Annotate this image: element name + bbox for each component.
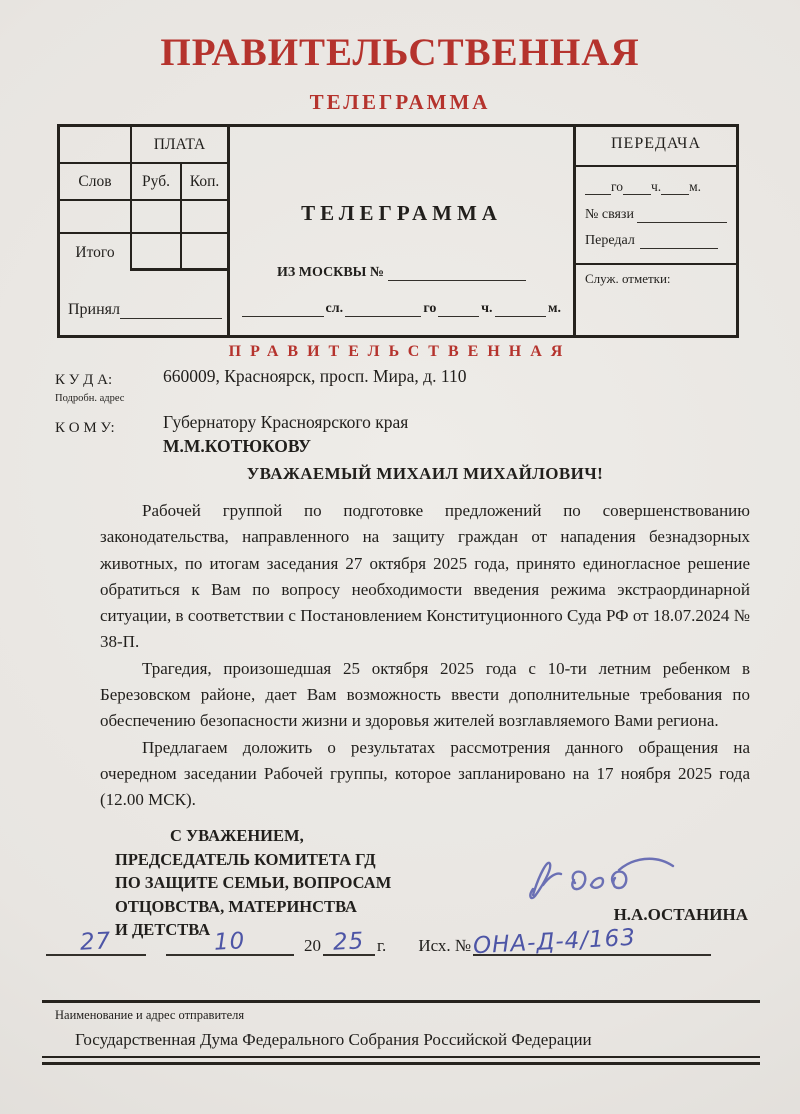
footer-rule-bottom xyxy=(42,1062,760,1065)
plata-header: ПЛАТА xyxy=(132,127,227,164)
classification-line: ПРАВИТЕЛЬСТВЕННАЯ xyxy=(228,343,572,360)
blank-line xyxy=(640,231,718,249)
footer-rule-top xyxy=(42,1000,760,1003)
telegram-form-title: ТЕЛЕГРАММА xyxy=(301,201,502,225)
signoff-line: ПРЕДСЕДАТЕЛЬ КОМИТЕТА ГД xyxy=(115,849,376,869)
transfer-time-row xyxy=(585,177,727,195)
month-blank xyxy=(166,930,294,956)
kop-label: Коп. xyxy=(182,164,227,201)
signoff-line: ОТЦОВСТВА, МАТЕРИНСТВА xyxy=(115,896,357,916)
itogo-label: Итого xyxy=(60,234,132,271)
blank-line xyxy=(585,177,611,195)
m-label: м. xyxy=(547,301,561,316)
payment-section xyxy=(60,127,230,335)
signatory-name: Н.А.ОСТАНИНА xyxy=(613,905,748,924)
dateline xyxy=(46,924,711,960)
go-label: го xyxy=(611,179,623,194)
day-blank xyxy=(46,930,146,956)
service-marks-row xyxy=(585,271,727,287)
handwritten-year: 25 xyxy=(332,928,366,956)
payment-empty-cell xyxy=(60,127,132,164)
blank-line xyxy=(242,299,324,317)
blank-line xyxy=(661,177,689,195)
telegram-form-table xyxy=(57,124,739,338)
signoff-line: С УВАЖЕНИЕМ, xyxy=(170,826,304,845)
year-g-label: г. xyxy=(377,936,387,955)
kuda-sublabel: Подробн. адрес xyxy=(55,393,125,404)
blank-line xyxy=(438,299,479,317)
from-moscow-label: ИЗ МОСКВЫ № xyxy=(277,265,384,280)
telegram-center-section xyxy=(230,127,576,335)
year-blank xyxy=(323,930,375,956)
signoff-line: И ДЕТСТВА xyxy=(115,920,211,940)
signoff-line: ПО ЗАЩИТЕ СЕМЬИ, ВОПРОСАМ xyxy=(115,873,392,893)
handwritten-signature xyxy=(515,843,680,907)
letter-body xyxy=(100,498,750,814)
peredal-label: Передал xyxy=(585,233,635,248)
prinyal-label: Принял xyxy=(68,301,121,318)
payment-empty-cell xyxy=(182,234,227,271)
go-label: го xyxy=(423,301,437,316)
handwritten-ref-number: ОНА-Д-4/163 xyxy=(472,924,637,960)
blank-line xyxy=(637,205,727,223)
peredal-row xyxy=(585,231,727,249)
prinyal-blank-line xyxy=(120,301,222,319)
payment-grid xyxy=(60,127,227,271)
recipient-title: Губернатору Красноярского края xyxy=(163,412,409,432)
from-moscow-blank-line xyxy=(388,263,526,281)
paragraph: Рабочей группой по подготовке предложений по совершенствованию законодательства, направленного на защиту граждан от нападения безнадзорных животных, по итогам заседания 27 октября 2025 года, принято единогласное решение обратиться к Вам по вопросу необходимости введения режима экстраординарной ситуации, в соответствии с Постановлением Конституционного Суда РФ от 18.07.2024 № 38-П. xyxy=(100,501,750,652)
blank-line xyxy=(345,299,421,317)
sender-name: Государственная Дума Федерального Собрания Российской Федерации xyxy=(75,1030,592,1049)
payment-empty-cell xyxy=(182,201,227,234)
link-number-row xyxy=(585,205,727,223)
komu-label: К О М У: xyxy=(55,420,115,436)
center-bottom-row xyxy=(242,299,563,317)
kuda-address: 660009, Красноярск, просп. Мира, д. 110 xyxy=(163,366,467,386)
payment-empty-cell xyxy=(60,201,132,234)
blank-line xyxy=(495,299,546,317)
peredacha-header: ПЕРЕДАЧА xyxy=(611,135,701,152)
recipient-name: М.М.КОТЮКОВУ xyxy=(163,436,311,456)
document-title-line1: ПРАВИТЕЛЬСТВЕННАЯ xyxy=(160,31,640,74)
service-marks-label: Служ. отметки: xyxy=(585,271,671,286)
kuda-label: К У Д А: xyxy=(55,372,113,388)
blank-line xyxy=(623,177,651,195)
year-prefix: 20 xyxy=(304,936,321,955)
ref-label: Исх. № xyxy=(418,936,472,955)
ref-blank xyxy=(472,924,711,960)
divider xyxy=(576,165,736,167)
document-title-line2: ТЕЛЕГРАММА xyxy=(309,90,491,114)
m-label: м. xyxy=(689,179,702,194)
link-number-label: № связи xyxy=(585,207,634,222)
rub-label: Руб. xyxy=(132,164,182,201)
signoff-block xyxy=(115,824,391,942)
sender-field-label: Наименование и адрес отправителя xyxy=(55,1008,245,1022)
paragraph: Предлагаем доложить о результатах рассмотрения данного обращения на очередном заседании Рабочей группы, которое запланировано на 17 ноября 2025 года (12.00 МСК). xyxy=(100,737,750,810)
ch-label: ч. xyxy=(650,179,662,194)
handwritten-day: 27 xyxy=(79,928,113,956)
divider xyxy=(576,263,736,265)
ch-label: ч. xyxy=(481,301,493,316)
transfer-section xyxy=(576,127,736,335)
slov-label: Слов xyxy=(60,164,132,201)
salutation: УВАЖАЕМЫЙ МИХАИЛ МИХАЙЛОВИЧ! xyxy=(246,464,604,483)
sl-label: сл. xyxy=(325,301,344,316)
payment-empty-cell xyxy=(132,201,182,234)
prinyal-row xyxy=(68,301,222,319)
payment-empty-cell xyxy=(132,234,182,271)
footer-rule-mid xyxy=(42,1056,760,1058)
handwritten-month: 10 xyxy=(213,928,247,956)
from-moscow-row xyxy=(230,263,573,281)
paragraph: Трагедия, произошедшая 25 октября 2025 года с 10-ти летним ребенком в Березовском районе, дает Вам возможность ввести дополнительные требования по обеспечению безопасности жизни и здоровья жителей возглавляемого Вами региона. xyxy=(100,658,750,731)
